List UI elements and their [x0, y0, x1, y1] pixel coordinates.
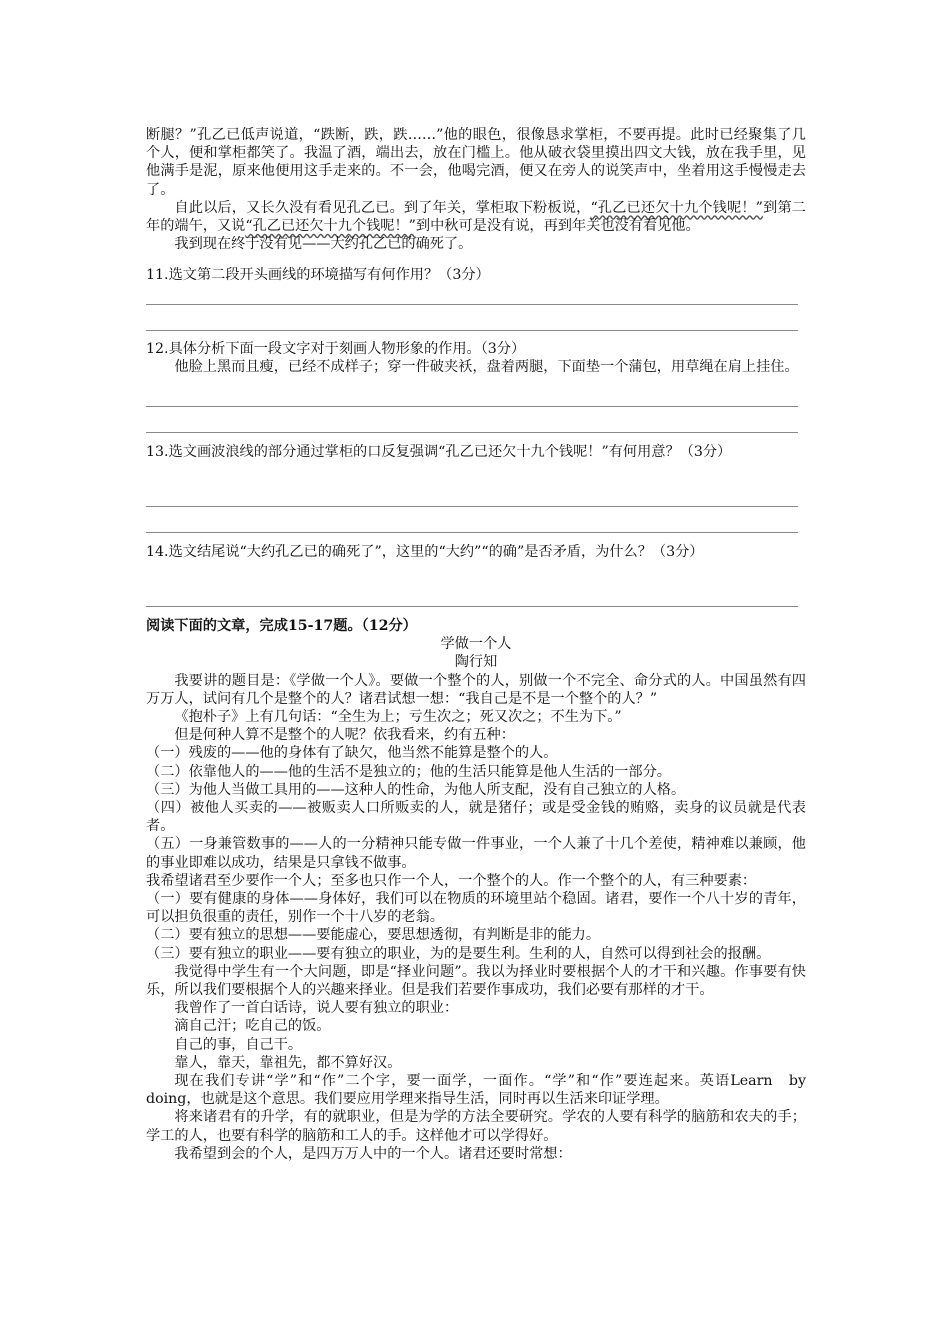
question-14-text: 14.选文结尾说“大约孔乙已的确死了”，这里的“大约”“的确”是否矛盾，为什么？（3分） [146, 544, 704, 560]
article-body-continued [146, 1072, 821, 1163]
question-12-text: 12.具体分析下面一段文字对于刻画人物形象的作用。（3分） [146, 341, 526, 357]
poem-line-3: 靠人，靠天，靠祖先，都不算好汉。 [174, 1054, 402, 1071]
article-paragraph-8: （五）一身兼管数事的——人的一分精神只能专做一件事业，一个人兼了十几个差使，精神难以兼顾，他的事业即难以成功，结果是只拿钱不做事。 [146, 836, 806, 871]
passage-paragraph-2-a: 自此以后，又长久没有看见孔乙已。到了年关，掌柜取下粉板说， [174, 199, 591, 216]
question-11 [146, 266, 806, 284]
question-12-quote: 他脸上黑而且瘦，已经不成样子；穿一件破夹袄，盘着两腿，下面垫一个蒲包，用草绳在肩上挂住。 [174, 359, 799, 376]
article-paragraph-after-3: 我希望到会的个人，是四万万人中的一个人。诸君还要时常想： [174, 1145, 572, 1162]
question-13 [146, 441, 806, 463]
question-12 [146, 340, 806, 376]
passage-paragraph-1: 断腿？”孔乙已低声说道，“跌断，跌，跌……”他的眼色，很像恳求掌柜，不要再提。此时已经聚集了几个人，便和掌柜都笑了。我温了酒，端出去，放在门槛上。他从破衣袋里摸出四文大钱，放在我手里，见他满手是泥，原来他便用这手走来的。不一会，他喝完酒，便又在旁人的说笑声中，坐着用这手慢慢走去了。 [146, 127, 806, 198]
article-paragraph-4: （一）残废的——他的身体有了缺欠，他当然不能算是整个的人。 [146, 745, 558, 762]
passage-paragraph-2-c: 到中秋可是没有说，再到年关也没有看见他。 [415, 218, 700, 235]
poem-line-2: 自己的事，自己干。 [174, 1036, 303, 1053]
article-paragraph-5: （二）依靠他人的——他的生活不是独立的；他的生活只能算是他人生活的一部分。 [146, 763, 671, 780]
article-paragraph-after-1: 现在我们专讲“学”和“作”二个字，要一面学，一面作。“学”和“作”要连起来。英语Learn by doing，也就是这个意思。我们要应用学理来指导生活，同时再以生活来印证学理。 [146, 1073, 821, 1108]
passage-paragraph-2 [146, 199, 806, 235]
passage-paragraph-2-b: 到第二年的端午，又说 [146, 199, 806, 235]
answer-line-13a[interactable] [146, 506, 798, 507]
question-13-text: 13.选文画波浪线的部分通过掌柜的口反复强调“孔乙已还欠十九个钱呢！”有何用意？（3分） [146, 444, 732, 460]
question-11-text: 11.选文第二段开头画线的环境描写有何作用？（3分） [146, 267, 490, 283]
article-paragraph-7: （四）被他人买卖的——被贩卖人口所贩卖的人，就是猪仔；或是受金钱的贿赂，卖身的议员就是代表者。 [146, 800, 806, 835]
passage-paragraph-3: 我到现在终于没有见——大约孔乙已的确死了。 [174, 236, 473, 253]
answer-line-11b[interactable] [146, 330, 798, 331]
article-paragraph-9: 我希望诸君至少要作一个人；至多也只作一个人，一个整个的人。作一个整个的人，有三种要素： [146, 872, 757, 889]
article-paragraph-11: （二）要有独立的思想——要能虚心，要思想透彻，有判断是非的能力。 [146, 927, 601, 944]
article-paragraph-6: （三）为他人当做工具用的——这种人的性命，为他人所支配，没有自己独立的人格。 [146, 781, 686, 798]
poem-line-1: 滴自己汗；吃自己的饭。 [174, 1018, 331, 1035]
article-paragraph-1: 我要讲的题目是：《学做一个人》。要做一个整个的人，别做一个不完全、命分式的人。中国虽然有四万万人，试问有几个是整个的人？诸君试想一想：“我自己是不是一个整个的人？” [146, 672, 806, 707]
article-paragraph-10: （一）要有健康的身体——身体好，我们可以在物质的环境里站个稳固。诸君，要作一个八十岁的青年，可以担负很重的责任，别作一个十八岁的老翁。 [146, 891, 806, 926]
article-poem [146, 1017, 806, 1072]
article-title: 学做一个人 [440, 636, 512, 653]
article-paragraph-after-2: 将来诸君有的升学，有的就职业，但是为学的方法全要研究。学农的人要有科学的脑筋和农夫的手；学工的人，也要有科学的脑筋和工人的手。这样他才可以学得好。 [146, 1109, 806, 1144]
answer-line-14a[interactable] [146, 606, 798, 607]
article-paragraph-13: 我觉得中学生有一个大问题，即是“择业问题”。我以为择业时要根据个人的才干和兴趣。作事要有快乐，所以我们要根据个人的兴趣来择业。但是我们若要作事成功，我们必要有那样的才干。 [146, 963, 806, 999]
answer-line-12a[interactable] [146, 406, 798, 407]
wavy-underline-2: “孔乙已还欠十九个钱呢！” [245, 218, 416, 235]
answer-line-13b[interactable] [146, 532, 798, 533]
article-paragraph-14: 我曾作了一首白话诗，说人要有独立的职业： [174, 1000, 459, 1017]
section-2 [146, 617, 821, 1163]
article-paragraph-2: 《抱朴子》上有几句话：“全生为上；亏生次之；死又次之；不生为下。” [174, 709, 622, 726]
passage-top [146, 126, 806, 253]
answer-line-12b[interactable] [146, 432, 798, 433]
section-2-heading: 阅读下面的文章，完成15-17题。（12分） [146, 618, 417, 634]
wavy-underline-1: “孔乙已还欠十九个钱呢！” [590, 199, 763, 216]
article-paragraph-12: （三）要有独立的职业——要有独立的职业，为的是要生利。生利的人，自然可以得到社会的报酬。 [146, 945, 771, 962]
article-paragraph-3: 但是何种人算不是整个的人呢？依我看来，约有五种： [174, 727, 515, 744]
article-author: 陶行知 [454, 654, 498, 671]
answer-line-11a[interactable] [146, 304, 798, 305]
question-14 [146, 541, 806, 563]
article-body [146, 672, 806, 1018]
